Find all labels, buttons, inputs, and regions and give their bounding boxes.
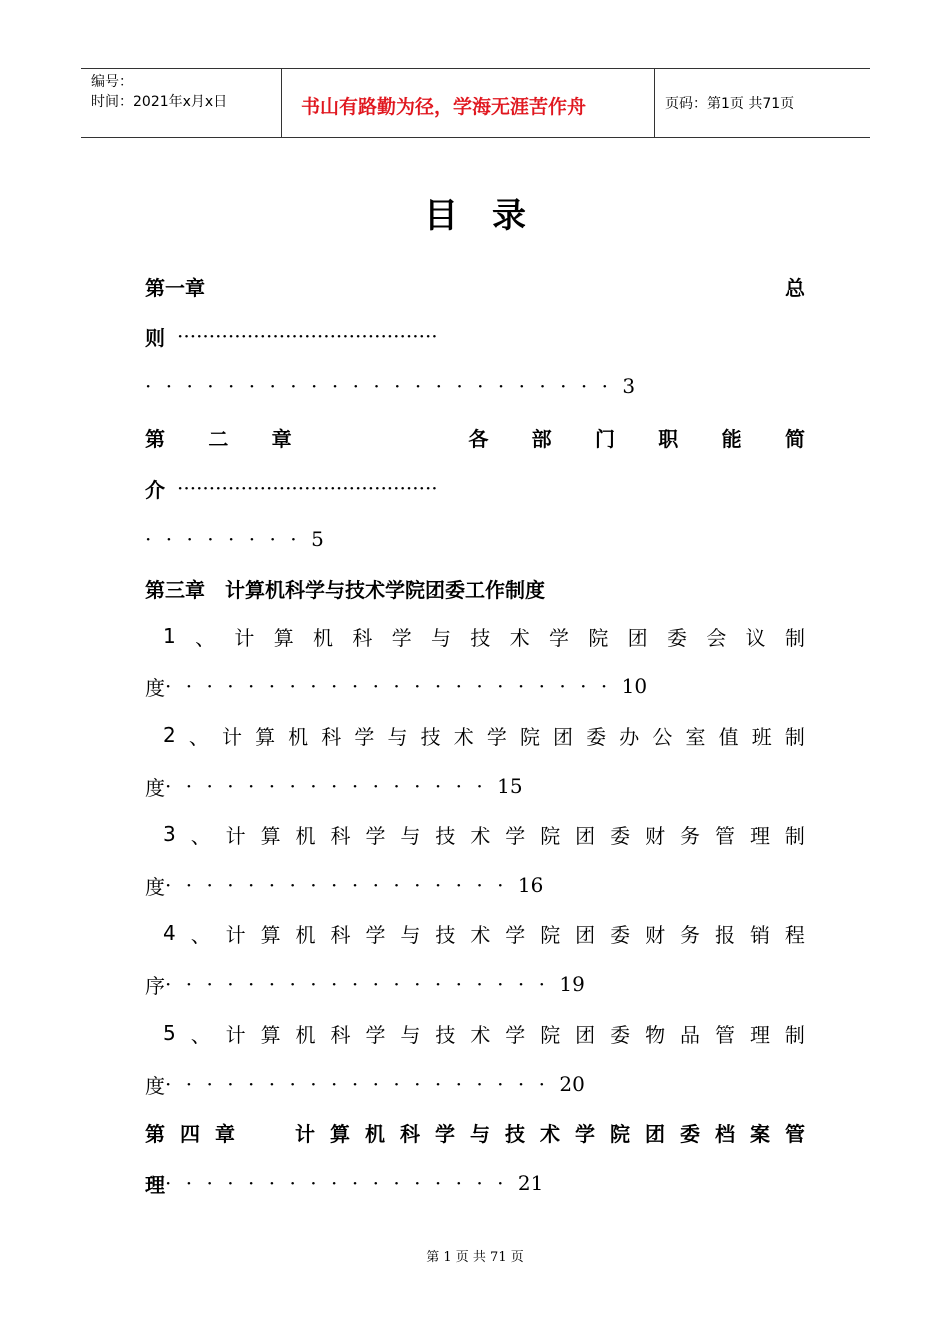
toc-item-5-line1: [163, 1018, 805, 1048]
document-header: [81, 68, 870, 138]
toc-char: 计: [225, 1022, 246, 1047]
toc-char: 管: [785, 1121, 805, 1146]
toc-word: 度: [145, 675, 165, 700]
toc-char: 科: [352, 625, 373, 650]
toc-char: 3: [163, 822, 176, 846]
toc-word: 职: [658, 426, 679, 451]
toc-char: 术: [470, 1022, 491, 1047]
toc-page-number: 10: [621, 674, 648, 698]
toc-ch4-line1: [145, 1117, 805, 1147]
toc-char: 制: [784, 625, 805, 650]
toc-char: 术: [470, 922, 491, 947]
toc-char: 学: [505, 922, 526, 947]
toc-char: 与: [400, 1022, 421, 1047]
toc-char: 与: [400, 823, 421, 848]
toc-ch1-line1: [145, 271, 805, 301]
toc-char: 机: [295, 922, 316, 947]
toc-char: 1: [163, 624, 176, 648]
toc-item-2-line2: [145, 771, 805, 801]
page-footer: 第 1 页 共 71 页: [426, 1250, 524, 1265]
toc-char: 技: [435, 1022, 456, 1047]
toc-char: 计: [234, 625, 255, 650]
toc-word: 各: [468, 426, 489, 451]
toc-word: 能: [721, 426, 742, 451]
toc-char: 管: [714, 823, 735, 848]
toc-word: 第: [145, 426, 165, 451]
toc-char: 财: [645, 922, 666, 947]
toc-char: 档: [715, 1121, 735, 1146]
toc-char: 管: [714, 1022, 735, 1047]
toc-ch2-line2: [145, 473, 805, 503]
toc-dots: ·········································: [177, 476, 438, 500]
toc-word: 度: [145, 775, 165, 800]
toc-char: 务: [680, 823, 701, 848]
toc-char: 团: [575, 1022, 596, 1047]
toc-char: 与: [470, 1121, 490, 1146]
toc-char: 、: [195, 625, 216, 650]
toc-char: 院: [540, 922, 561, 947]
toc-char: 学: [575, 1121, 595, 1146]
toc-char: 、: [188, 724, 209, 749]
toc-char: 院: [519, 724, 540, 749]
page-title: 目录: [424, 196, 560, 236]
toc-page-number: 15: [497, 774, 523, 798]
toc-char: 术: [470, 823, 491, 848]
toc-char: 技: [505, 1121, 525, 1146]
toc-char: 委: [667, 625, 687, 650]
toc-char: 算: [255, 724, 276, 749]
toc-char: 院: [610, 1121, 630, 1146]
toc-char: 院: [540, 1022, 561, 1047]
toc-char: 团: [575, 922, 596, 947]
toc-char: 学: [505, 823, 526, 848]
toc-char: 院: [588, 625, 609, 650]
toc-char: 学: [549, 625, 570, 650]
toc-char: 算: [330, 1121, 350, 1146]
toc-char: 技: [420, 724, 441, 749]
toc-page-number: 5: [311, 527, 324, 551]
toc-item-4-line1: [163, 918, 805, 948]
toc-word: 度: [145, 1073, 165, 1098]
toc-ch1-line3: [145, 371, 805, 401]
toc-char: 制: [784, 823, 805, 848]
toc-char: 计: [225, 823, 246, 848]
toc-char: 制: [784, 724, 805, 749]
toc-char: 计: [221, 724, 242, 749]
toc-char: 学: [365, 922, 386, 947]
toc-dots: ·········································: [177, 324, 438, 348]
toc-char: 财: [645, 823, 666, 848]
toc-char: 科: [400, 1121, 420, 1146]
toc-ch2-line3: [145, 524, 805, 554]
toc-word: 部: [531, 426, 552, 451]
toc-char: 技: [470, 625, 491, 650]
toc-char: 学: [365, 823, 386, 848]
toc-word: 二: [208, 426, 229, 451]
toc-char: 班: [751, 724, 772, 749]
toc-char: 算: [260, 922, 281, 947]
toc-word: 总: [785, 275, 805, 300]
toc-char: 术: [509, 625, 530, 650]
toc-char: 报: [714, 922, 735, 947]
page-info: 页码：第1页 共71页: [665, 96, 795, 112]
toc-char: 科: [321, 724, 342, 749]
toc-char: 团: [645, 1121, 665, 1146]
toc-page-number: 20: [559, 1072, 585, 1096]
toc-dots: ······················: [165, 674, 622, 698]
toc-page-number: 3: [622, 374, 636, 398]
toc-item-4-line2: [145, 969, 805, 999]
toc-char: 技: [435, 922, 456, 947]
toc-char: 办: [619, 724, 640, 749]
toc-char: 委: [610, 922, 631, 947]
toc-char: 理: [749, 1022, 770, 1047]
toc-char: 术: [540, 1121, 560, 1146]
toc-char: 科: [330, 1022, 351, 1047]
toc-char: 机: [295, 1022, 316, 1047]
toc-char: 4: [163, 921, 176, 945]
toc-char: 委: [610, 1022, 631, 1047]
toc-item-3-line1: [163, 819, 805, 849]
toc-char: 与: [387, 724, 408, 749]
toc-dots: ·················: [165, 873, 518, 897]
toc-char: 机: [288, 724, 309, 749]
toc-char: 技: [435, 823, 456, 848]
toc-char: 团: [627, 625, 648, 650]
toc-char: 务: [680, 922, 701, 947]
toc-char: 委: [680, 1121, 700, 1146]
toc-item-2-line1: [163, 720, 805, 750]
toc-char: 学: [435, 1121, 455, 1146]
toc-item-1-line2: [145, 671, 805, 701]
toc-char: 院: [540, 823, 561, 848]
toc-char: 理: [749, 823, 770, 848]
toc-item-3-line2: [145, 870, 805, 900]
toc-char: 、: [190, 922, 211, 947]
toc-char: 与: [431, 625, 452, 650]
toc-word: 理: [145, 1172, 165, 1197]
toc-page-number: 16: [517, 873, 544, 897]
toc-word: 介: [145, 477, 165, 502]
toc-char: 计: [295, 1121, 315, 1146]
toc-char: 算: [260, 1022, 281, 1047]
toc-char: 程: [784, 922, 805, 947]
toc-char: 章: [215, 1121, 235, 1146]
toc-page-number: 19: [559, 972, 585, 996]
toc-word: 门: [594, 426, 615, 451]
toc-item-5-line2: [145, 1069, 805, 1099]
toc-char: 委: [610, 823, 631, 848]
toc-char: 学: [354, 724, 375, 749]
toc-char: 、: [190, 823, 211, 848]
toc-char: 会: [706, 625, 727, 650]
toc-ch4-line2: [145, 1168, 805, 1198]
toc-char: 议: [745, 625, 766, 650]
toc-char: 科: [330, 922, 351, 947]
toc-dots: ·······················: [145, 374, 623, 398]
toc-char: 学: [505, 1022, 526, 1047]
toc-char: 值: [718, 724, 739, 749]
toc-char: 物: [645, 1022, 666, 1047]
toc-dots: ···················: [165, 1072, 560, 1096]
toc-word: 则: [145, 325, 165, 350]
toc-char: 5: [163, 1021, 176, 1045]
toc-word: 第: [145, 275, 165, 300]
toc-ch1-line2: [145, 321, 805, 351]
time-label: 时间：2021年x月x日: [91, 94, 228, 110]
toc-ch2-line1: [145, 422, 805, 452]
toc-char: 机: [295, 823, 316, 848]
toc-char: 第: [145, 1121, 165, 1146]
header-motto: 书山有路勤为径，学海无涯苦作舟: [301, 96, 587, 118]
toc-char: 机: [313, 625, 334, 650]
header-divider: [281, 69, 282, 137]
toc-dots: ···················: [165, 972, 560, 996]
toc-char: 算: [273, 625, 294, 650]
code-label: 编号：: [91, 74, 133, 90]
toc-char: 计: [225, 922, 246, 947]
toc-page-number: 21: [517, 1171, 544, 1195]
toc-dots: ·················: [165, 1171, 518, 1195]
toc-char: 术: [453, 724, 474, 749]
toc-dots: ········: [145, 527, 312, 551]
toc-char: 制: [784, 1022, 805, 1047]
toc-char: 机: [365, 1121, 385, 1146]
toc-char: 、: [190, 1022, 211, 1047]
toc-word: 序: [145, 973, 165, 998]
toc-char: 案: [750, 1121, 770, 1146]
toc-char: 品: [680, 1022, 701, 1047]
toc-ch3-heading: 第三章 计算机科学与技术学院团委工作制度: [145, 577, 545, 602]
toc-char: 学: [391, 625, 412, 650]
toc-char: 团: [575, 823, 596, 848]
toc-char: 学: [486, 724, 507, 749]
toc-char: 科: [330, 823, 351, 848]
toc-char: 算: [260, 823, 281, 848]
toc-char: 公: [652, 724, 673, 749]
toc-dots: ················: [165, 774, 498, 798]
header-divider: [654, 69, 655, 137]
toc-item-1-line1: [163, 621, 805, 651]
toc-char: 四: [180, 1121, 200, 1146]
toc-char: 学: [365, 1022, 386, 1047]
toc-word: 简: [784, 426, 805, 451]
toc-char: 销: [749, 922, 770, 947]
toc-char: 与: [400, 922, 421, 947]
toc-word: 章: [271, 426, 292, 451]
toc-word: 章: [185, 275, 205, 300]
toc-char: 室: [685, 724, 706, 749]
toc-word: 一: [165, 275, 185, 300]
toc-char: 委: [586, 724, 607, 749]
toc-word: 度: [145, 874, 165, 899]
toc-char: 2: [163, 723, 176, 747]
toc-char: 团: [553, 724, 574, 749]
